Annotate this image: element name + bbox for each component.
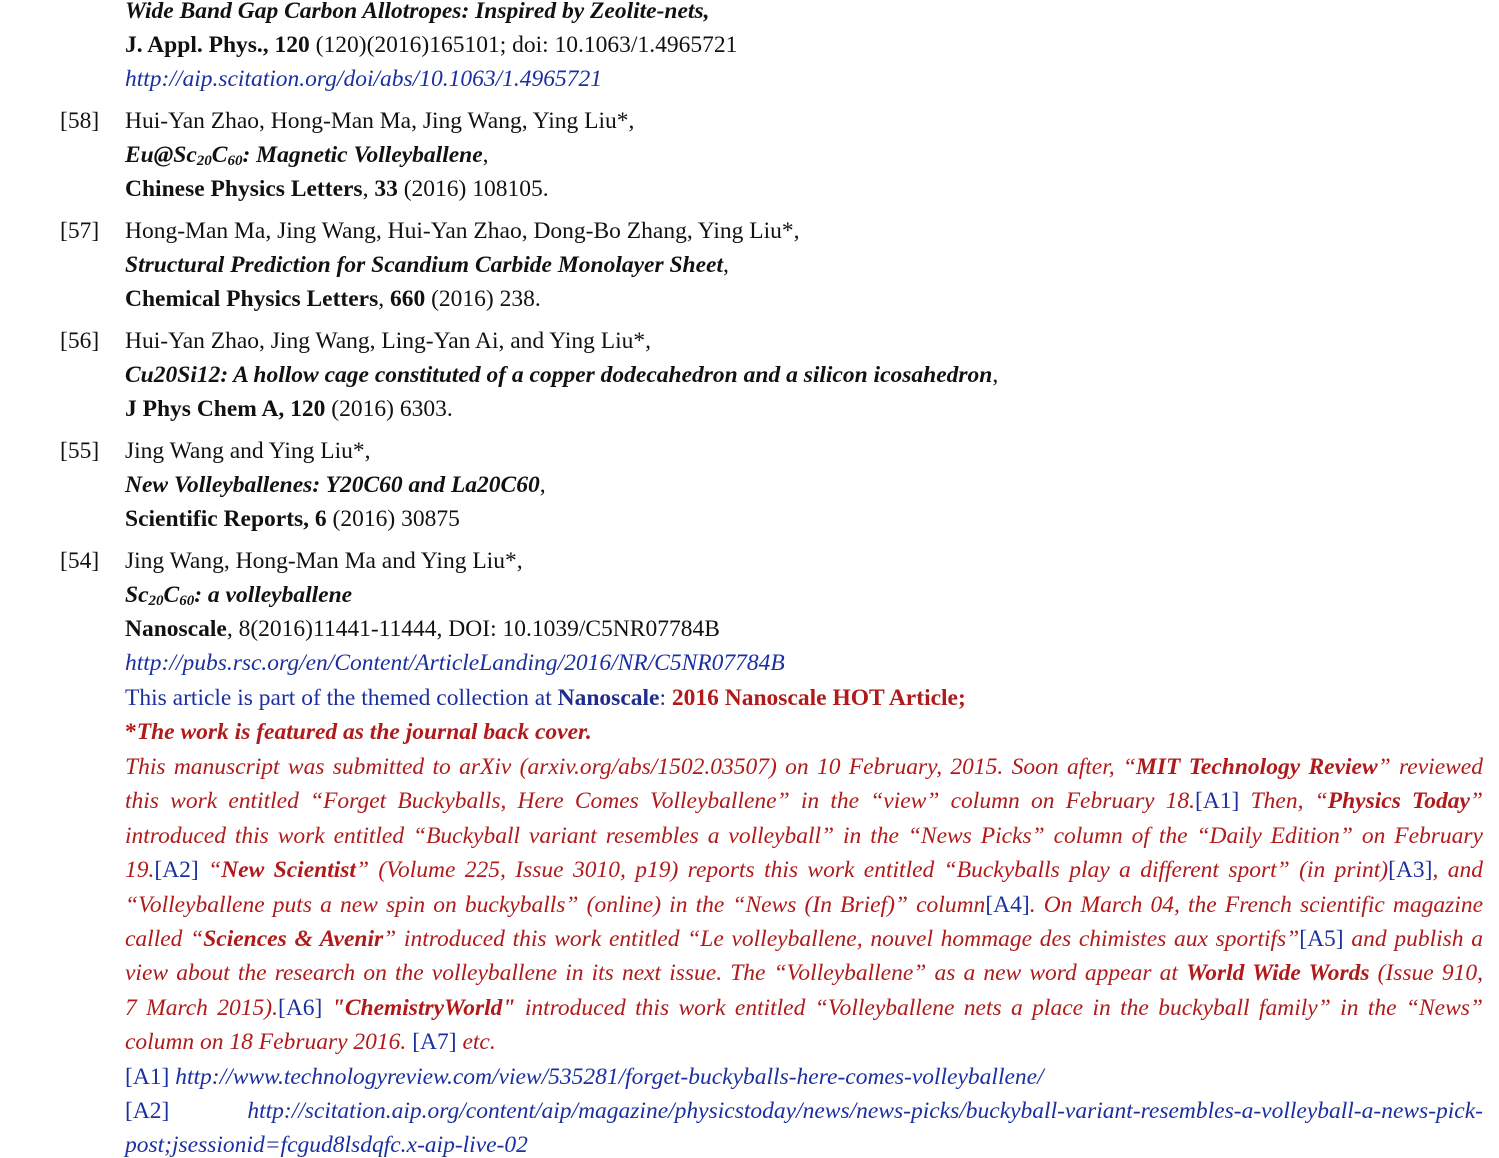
- collection-journal: Nanoscale: [557, 685, 660, 711]
- media-coverage-text: [322, 995, 331, 1021]
- media-coverage-text: “Volleyballene puts a new spin on buckyballs” (online) in the “News (In Brief)” column: [125, 891, 986, 918]
- media-coverage-line: [125, 756, 1483, 780]
- media-coverage-line: [125, 928, 1483, 952]
- ref54-citation: [125, 618, 720, 642]
- media-coverage-text: ” introduced this work entitled “Le volleyballene, nouvel hommage des chimistes aux sportifs”: [383, 926, 1300, 952]
- media-coverage-text: . On March 04, the French scientific magazine: [1029, 891, 1484, 918]
- publication-name: Sciences & Avenir: [203, 926, 384, 952]
- media-coverage-text: This manuscript was submitted to arXiv (arxiv.org/abs/1502.03507) on 10 February, 2015. Soon after, “: [125, 754, 1137, 780]
- ref56-number: [56]: [60, 328, 100, 354]
- ref54-number: [54]: [60, 548, 100, 574]
- media-coverage-text: “: [198, 857, 222, 884]
- ref59-citation: [125, 34, 737, 58]
- ref57-citation: Chemical Physics Letters, 660 (2016) 238.: [125, 286, 541, 312]
- collection-prefix: This article is part of the themed collection at: [125, 685, 552, 711]
- media-coverage-line: [125, 1031, 496, 1055]
- media-coverage-text: this work entitled “Forget Buckyballs, Here Comes Volleyballene” in the “view” column on February 18.: [125, 788, 1196, 815]
- media-coverage-line: [125, 859, 1483, 883]
- ref59-journal: J. Appl. Phys.,: [125, 32, 269, 58]
- media-coverage-line: [125, 822, 1483, 849]
- citation-link[interactable]: [A1]: [1195, 788, 1240, 815]
- media-coverage-text: view about the research on the volleyballene in its next issue. The “Volleyballene” as a new word appear at: [125, 960, 1187, 987]
- ref59-volume: 120: [274, 32, 310, 58]
- ref57-title: Structural Prediction for Scandium Carbide Monolayer Sheet,: [125, 252, 729, 278]
- media-coverage-text: column on 18 February 2016.: [125, 1029, 413, 1056]
- ref54-collection-note: This article is part of the themed collection at Nanoscale: 2016 Nanoscale HOT Article;: [125, 685, 966, 711]
- media-coverage-text: ” reviewed: [1377, 754, 1483, 780]
- publication-name: World Wide Words: [1186, 960, 1370, 987]
- ref58-number: [58]: [60, 108, 100, 134]
- media-coverage-text: 19.: [125, 857, 155, 884]
- ref58-details: (2016) 108105.: [403, 176, 549, 202]
- publication-name: MIT Technology Review: [1136, 754, 1378, 780]
- publication-name: New Scientist: [221, 857, 356, 884]
- ref57-journal: Chemical Physics Letters: [125, 286, 379, 312]
- footnote-a2-url-continued[interactable]: post;jsessionid=fcgud8lsdqfc.x-aip-live-02: [125, 1132, 528, 1158]
- ref57-authors: Hong-Man Ma, Jing Wang, Hui-Yan Zhao, Dong-Bo Zhang, Ying Liu*,: [125, 218, 800, 244]
- ref58-volume: 33: [374, 176, 398, 202]
- ref59-details: (120)(2016)165101; doi: 10.1063/1.4965721: [315, 32, 738, 58]
- media-coverage-text: ”: [1469, 788, 1483, 815]
- citation-link[interactable]: [A5]: [1299, 926, 1344, 952]
- ref56-volume: 120: [290, 396, 326, 422]
- media-coverage-text: introduced this work entitled “Volleyballene nets a place in the buckyball family” in the “News”: [515, 994, 1483, 1021]
- ref57-details: (2016) 238.: [431, 286, 541, 312]
- ref58-citation: Chinese Physics Letters, 33 (2016) 108105.: [125, 176, 549, 202]
- ref54-url-link[interactable]: http://pubs.rsc.org/en/Content/ArticleLanding/2016/NR/C5NR07784B: [125, 650, 785, 676]
- ref54-journal: Nanoscale: [125, 616, 227, 642]
- media-coverage-text: (Issue 910,: [1369, 960, 1483, 987]
- ref56-details: (2016) 6303.: [331, 396, 453, 422]
- ref54-details: , 8(2016)11441-11444, DOI: 10.1039/C5NR07784B: [226, 616, 720, 642]
- media-coverage-text: etc.: [456, 1029, 496, 1056]
- ref59-url-link[interactable]: http://aip.scitation.org/doi/abs/10.1063/1.4965721: [125, 66, 602, 92]
- ref56-journal: J Phys Chem A,: [125, 396, 285, 422]
- citation-link[interactable]: [A6]: [278, 994, 323, 1021]
- citation-link[interactable]: [A2]: [154, 857, 199, 884]
- ref54-cover-note: *The work is featured as the journal back cover.: [125, 719, 592, 745]
- ref55-number: [55]: [60, 438, 100, 464]
- media-coverage-line: [125, 962, 1483, 986]
- footnote-a1: [125, 1066, 1044, 1090]
- ref56-title: Cu20Si12: A hollow cage constituted of a copper dodecahedron and a silicon icosahedron,: [125, 362, 999, 388]
- media-coverage-text: introduced this work entitled “Buckyball variant resembles a volleyball” in the “News Picks” column of the “Daily Edition” on February: [125, 822, 1483, 849]
- ref57-number: [57]: [60, 218, 100, 244]
- ref55-citation: [125, 508, 460, 532]
- media-coverage-text: called “: [125, 926, 204, 952]
- footnote-a2: [125, 1100, 1483, 1124]
- media-coverage-line: [125, 790, 1483, 814]
- publication-name: Physics Today: [1327, 788, 1470, 815]
- media-coverage-text: and publish a: [1343, 926, 1483, 952]
- citation-link[interactable]: [A3]: [1388, 857, 1433, 884]
- media-coverage-line: [125, 891, 1484, 918]
- ref57-volume: 660: [389, 286, 426, 312]
- citation-link[interactable]: [A4]: [985, 891, 1030, 918]
- footnote-a2-url-link[interactable]: http://scitation.aip.org/content/aip/magazine/physicstoday/news/news-picks/buckyball-variant-resembles-a-volleyball-a-news-pick-: [247, 1098, 1483, 1124]
- ref58-journal: Chinese Physics Letters: [125, 176, 363, 202]
- footnote-a1-url-link[interactable]: http://www.technologyreview.com/view/535281/forget-buckyballs-here-comes-volleyballene/: [175, 1064, 1044, 1090]
- footnote-a1-label: [A1]: [125, 1064, 170, 1090]
- publication-name: "ChemistryWorld": [331, 994, 516, 1021]
- ref55-title: New Volleyballenes: Y20C60 and La20C60,: [125, 472, 546, 498]
- collection-name: 2016 Nanoscale HOT Article;: [671, 685, 966, 711]
- media-coverage-text: 7 March 2015).: [125, 994, 279, 1021]
- ref59-title: Wide Band Gap Carbon Allotropes: Inspired by Zeolite-nets,: [125, 0, 710, 24]
- media-coverage-text: , and: [1432, 857, 1483, 884]
- ref55-volume: 6: [314, 506, 327, 532]
- ref55-authors: Jing Wang and Ying Liu*,: [125, 438, 371, 464]
- ref56-citation: [125, 398, 453, 422]
- ref56-authors: Hui-Yan Zhao, Jing Wang, Ling-Yan Ai, and Ying Liu*,: [125, 328, 651, 354]
- footnote-a2-label: [A2]: [125, 1098, 170, 1124]
- media-coverage-text: Then, “: [1239, 788, 1328, 815]
- media-coverage-line: [125, 994, 1483, 1021]
- media-coverage-text: ” (Volume 225, Issue 3010, p19) reports this work entitled “Buckyballs play a different sport” (in print): [355, 857, 1389, 884]
- citation-link[interactable]: [A7]: [412, 1029, 457, 1056]
- ref54-authors: Jing Wang, Hong-Man Ma and Ying Liu*,: [125, 548, 523, 574]
- ref58-authors: Hui-Yan Zhao, Hong-Man Ma, Jing Wang, Ying Liu*,: [125, 108, 635, 134]
- ref55-journal: Scientific Reports,: [125, 506, 310, 532]
- ref58-title: $Eu@Sc_{20}C_{60}$: Magnetic Volleyballene,: [125, 142, 489, 169]
- ref55-details: (2016) 30875: [332, 506, 460, 532]
- ref54-title: $Sc_{20}C_{60}$: a volleyballene: [125, 582, 353, 609]
